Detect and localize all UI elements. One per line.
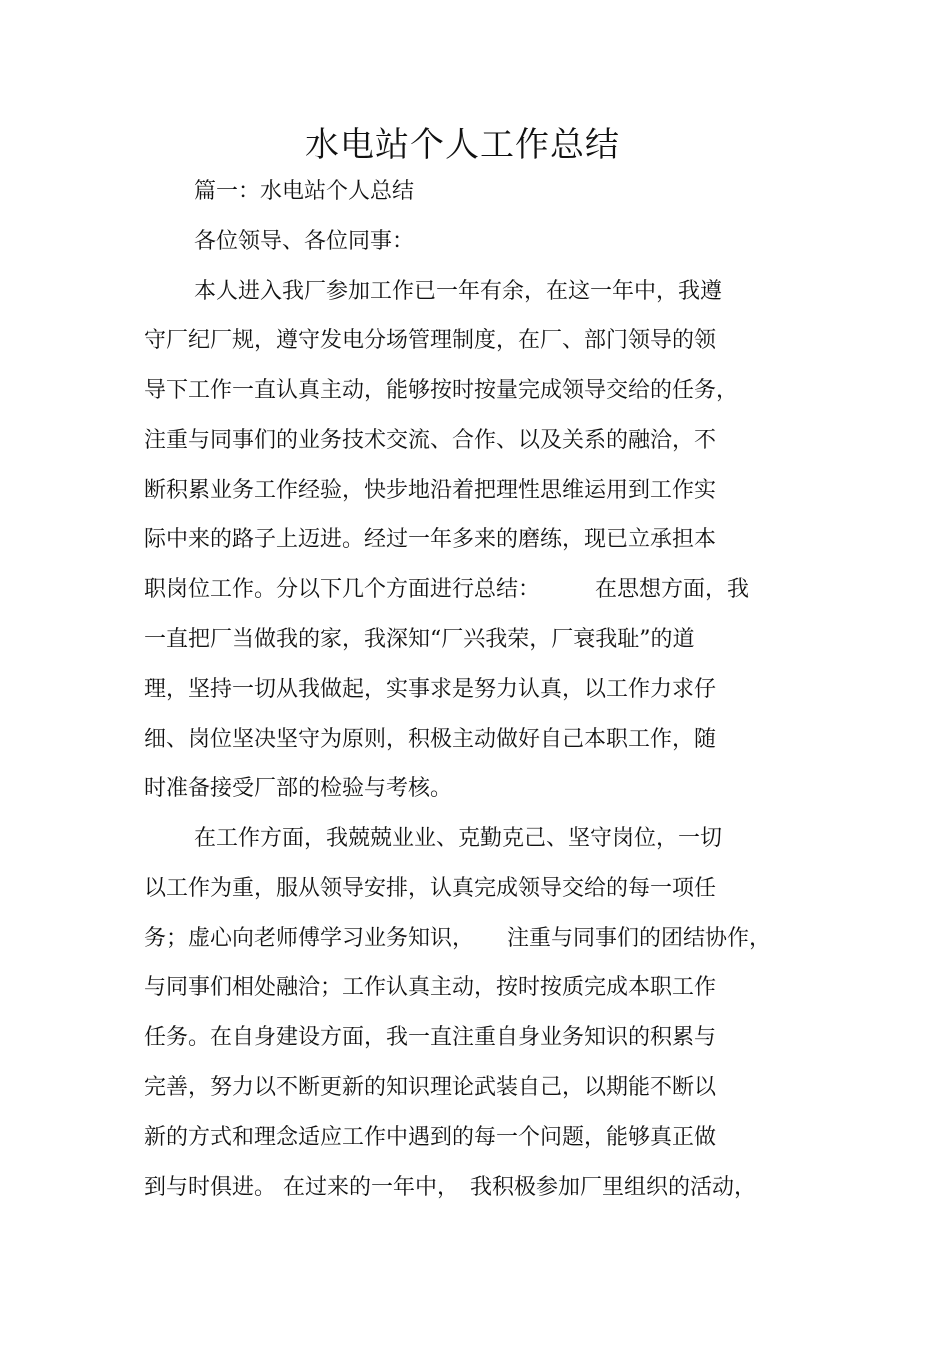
paragraph-line: 任务。在自身建设方面，我一直注重自身业务知识的积累与 bbox=[144, 1025, 717, 1050]
paragraph-line: 细、岗位坚决坚守为原则，积极主动做好自己本职工作，随 bbox=[144, 727, 717, 752]
paragraph-line: 职岗位工作。分以下几个方面进行总结： 在思想方面，我 bbox=[144, 577, 750, 602]
paragraph-line: 完善，努力以不断更新的知识理论武装自己，以期能不断以 bbox=[144, 1075, 717, 1100]
paragraph-line: 时准备接受厂部的检验与考核。 bbox=[144, 776, 453, 801]
paragraph-line: 本人进入我厂参加工作已一年有余，在这一年中，我遵 bbox=[194, 279, 723, 304]
paragraph-line: 在工作方面，我兢兢业业、克勤克己、坚守岗位，一切 bbox=[194, 826, 723, 851]
section-heading: 篇一：水电站个人总结 bbox=[194, 179, 415, 204]
paragraph-line: 与同事们相处融洽；工作认真主动，按时按质完成本职工作 bbox=[144, 975, 717, 1000]
paragraph-line: 以工作为重，服从领导安排，认真完成领导交给的每一项任 bbox=[144, 876, 717, 901]
paragraph-line: 注重与同事们的业务技术交流、合作、以及关系的融洽，不 bbox=[144, 428, 717, 453]
paragraph-line: 理，坚持一切从我做起，实事求是努力认真，以工作力求仔 bbox=[144, 677, 717, 702]
paragraph-line: 务；虚心向老师傅学习业务知识， 注重与同事们的团结协作， bbox=[144, 926, 772, 951]
paragraph-line: 一直把厂当做我的家，我深知“厂兴我荣，厂衰我耻”的道 bbox=[144, 627, 695, 652]
paragraph-line: 断积累业务工作经验，快步地沿着把理性思维运用到工作实 bbox=[144, 478, 717, 503]
paragraph-line: 导下工作一直认真主动，能够按时按量完成领导交给的任务， bbox=[144, 378, 739, 403]
paragraph-line: 际中来的路子上迈进。经过一年多来的磨练，现已立承担本 bbox=[144, 527, 717, 552]
paragraph-line: 新的方式和理念适应工作中遇到的每一个问题，能够真正做 bbox=[144, 1125, 717, 1150]
paragraph-line: 守厂纪厂规，遵守发电分场管理制度，在厂、部门领导的领 bbox=[144, 328, 717, 353]
document-title: 水电站个人工作总结 bbox=[305, 125, 620, 165]
salutation: 各位领导、各位同事： bbox=[194, 229, 415, 254]
paragraph-line: 到与时俱进。 在过来的一年中， 我积极参加厂里组织的活动， bbox=[144, 1175, 756, 1200]
